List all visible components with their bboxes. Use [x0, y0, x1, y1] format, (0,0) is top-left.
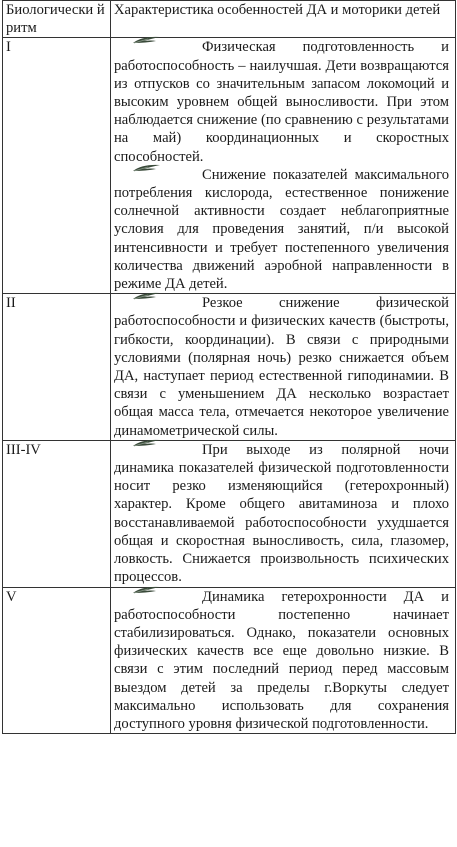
feather-pen-icon	[114, 39, 202, 51]
paragraph: Снижение показателей максимального потребления кислорода, естественное понижение солнечной активности создает неблагоприятные условия для проведения занятий, п/и высокой интенсивности и требует постепенного увеличения количества движений аэробной направленности в режиме ДА детей.	[114, 166, 452, 293]
paragraph: Резкое снижение физической работоспособности и физических качеств (быстроты, гибкости, координации). В связи с природными условиями (полярная ночь) резко снижается объем ДА, наступает период естественной гиподинамии. В связи с уменьшением ДА несколько возрастает общая масса тела, отмечается некоторое увеличение динамометрической силы.	[114, 294, 452, 440]
characteristics-cell	[111, 294, 456, 441]
rhythm-table	[2, 0, 456, 734]
rhythm-cell: III-IV	[3, 440, 111, 587]
table-row	[3, 38, 456, 294]
table-row	[3, 587, 456, 734]
table-row	[3, 440, 456, 587]
paragraph: При выходе из полярной ночи динамика показателей физической подготовленности носит резко изменяющийся (гетерохронный) характер. Кроме общего авитаминоза и плохо восстанавливаемой работоспособности ухудшается общая и скоростная выносливость, сила, глазомер, ловкость. Снижается произвольность психических процессов.	[114, 441, 452, 587]
rhythm-cell: V	[3, 587, 111, 734]
table-header-row	[3, 1, 456, 38]
rhythm-cell: II	[3, 294, 111, 441]
feather-pen-icon	[114, 589, 202, 601]
header-characteristics: Характеристика особенностей ДА и моторики детей	[111, 1, 456, 38]
characteristics-cell	[111, 38, 456, 294]
paragraph: Динамика гетерохронности ДА и работоспособности постепенно начинает стабилизироваться. Однако, показатели основных физических качеств все еще довольно низкие. В связи с этим последний период перед массовым выездом детей за пределы г.Воркуты следует максимально использовать для сохранения доступного уровня физической подготовленности.	[114, 588, 452, 734]
feather-pen-icon	[114, 442, 202, 454]
rhythm-cell: I	[3, 38, 111, 294]
characteristics-cell	[111, 587, 456, 734]
paragraph: Физическая подготовленность и работоспособность – наилучшая. Дети возвращаются из отпусков со значительным запасом локомоций и высоким уровнем общей выносливости. При этом наблюдается снижение (по сравнению с результатами на май) координационных и скоростных способностей.	[114, 38, 452, 165]
table-row	[3, 294, 456, 441]
header-rhythm: Биологически й ритм	[3, 1, 111, 38]
feather-pen-icon	[114, 295, 202, 307]
feather-pen-icon	[114, 167, 202, 179]
characteristics-cell	[111, 440, 456, 587]
